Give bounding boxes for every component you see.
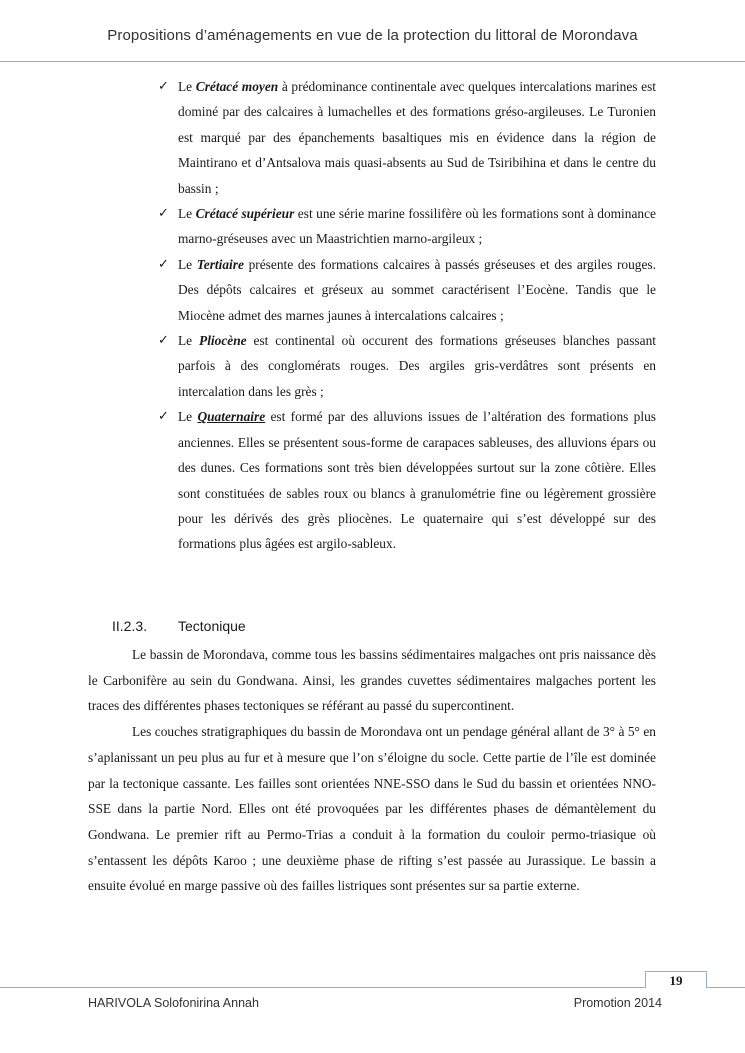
footer-divider <box>0 987 745 988</box>
checkmark-icon: ✓ <box>158 206 169 222</box>
checkmark-icon: ✓ <box>158 333 169 349</box>
list-item-prefix: Le <box>178 409 198 425</box>
section-heading <box>112 618 246 634</box>
section-title: Tectonique <box>178 618 246 634</box>
list-item-prefix: Le <box>178 333 200 349</box>
list-item-text: est une série marine fossilifère où les formations sont à dominance marno-gréseuses avec un Maastrichtien marno-argileux ; <box>178 206 656 247</box>
section-body <box>88 642 656 899</box>
list-item-term: Crétacé supérieur <box>195 206 295 222</box>
list-item-prefix: Le <box>178 256 197 272</box>
footer-promotion: Promotion 2014 <box>573 996 662 1010</box>
list-item <box>158 201 656 252</box>
header-divider <box>0 61 745 62</box>
paragraph: Le bassin de Morondava, comme tous les bassins sédimentaires malgaches ont pris naissance dès le Carbonifère au sein du Gondwana. Ainsi, les grandes cuvettes sédimentaires malgaches portent les traces des différentes phases tectoniques se référant au passé du supercontinent. <box>88 647 656 714</box>
checkmark-icon: ✓ <box>158 79 169 94</box>
section-number: II.2.3. <box>112 618 148 634</box>
list-item-text: est continental où occurent des formations gréseuses blanches passant parfois à des conglomérats rouges. Des argiles gris-verdâtres sont présents en intercalation dans les grès ; <box>178 333 656 399</box>
page-header-title: Propositions d’aménagements en vue de la protection du littoral de Morondava <box>107 27 638 44</box>
list-item-term: Tertiaire <box>196 256 244 272</box>
stratigraphy-list <box>158 74 656 557</box>
list-item <box>158 328 656 404</box>
list-item <box>158 404 656 556</box>
list-item-text: présente des formations calcaires à passés gréseuses et des argiles rouges. Des dépôts calcaires et gréseux au sommet caractérisent l’Eocène. Tandis que le Miocène admet des marnes jaunes à intercalations calcaires ; <box>178 256 656 323</box>
checkmark-icon: ✓ <box>158 256 169 272</box>
list-item-term: Crétacé moyen <box>195 79 279 94</box>
checkmark-icon: ✓ <box>158 409 169 425</box>
list-item-text: à prédominance continentale avec quelques intercalations marines est dominé par des calcaires à lumachelles et des formations gréso-argileuses. Le Turonien est marqué par des épanchements basaltiques mis en évidence dans la région de Maintirano et d’Antsalova mais quasi-absents au Sud de Tsiribihina et dans le centre du bassin ; <box>178 79 656 196</box>
list-item-prefix: Le <box>178 79 196 94</box>
list-item-text: est formé par des alluvions issues de l’altération des formations plus anciennes. Elles se présentent sous-forme de carapaces sableuses, des alluvions épars ou des dunes. Ces formations sont très bien développées surtout sur la zone côtière. Elles sont constituées de sables roux ou blancs à granulométrie fine ou légèrement grossière pour les dérivés des grès pliocènes. Le quaternaire qui s’est développé sur des formations plus âgées est argilo-sableux. <box>178 409 656 552</box>
list-item <box>158 252 656 328</box>
list-item-prefix: Le <box>178 206 196 222</box>
paragraph: Les couches stratigraphiques du bassin de Morondava ont un pendage général allant de 3° à 5° en s’aplanissant un peu plus au fur et à mesure que l’on s’éloigne du socle. Cette partie de l’île est dominée par la tectonique cassante. Les failles sont orientées NNE-SSO dans le Sud du bassin et orientées NNO-SSE dans la partie Nord. Elles ont été provoquées par les différentes phases de démantèlement du Gondwana. Le premier rift au Permo-Trias a conduit à la formation du couloir permo-triasique où s’entassent les dépôts Karoo ; une deuxième phase de rifting s’est passée au Jurassique. Le bassin a ensuite évolué en marge passive où des failles listriques sont présentes sur sa partie externe. <box>88 724 656 894</box>
footer-author: HARIVOLA Solofonirina Annah <box>88 996 259 1010</box>
page-number: 19 <box>645 971 707 988</box>
list-item-term: Quaternaire <box>197 409 266 425</box>
list-item-term: Pliocène <box>199 333 247 349</box>
list-item <box>158 74 656 201</box>
